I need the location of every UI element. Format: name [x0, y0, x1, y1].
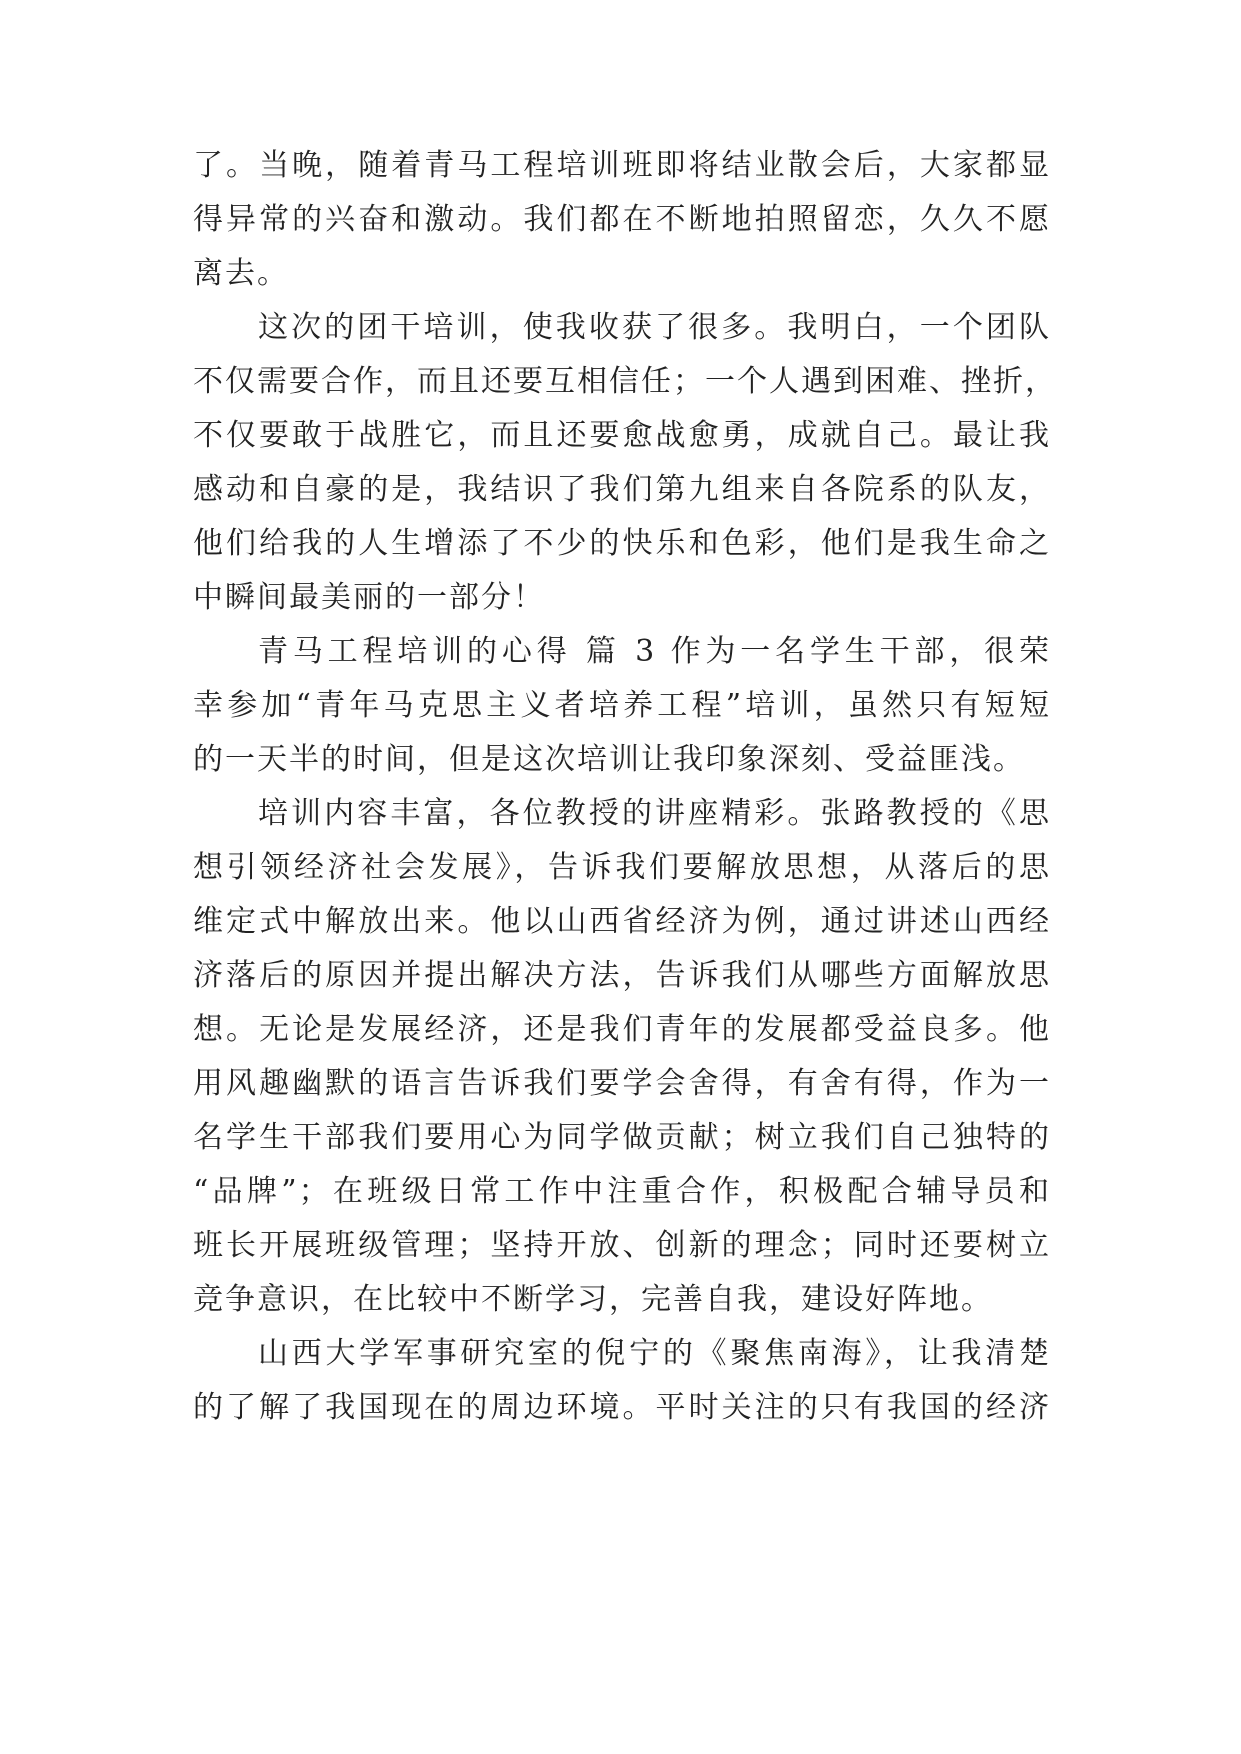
text-line: 不仅需要合作，而且还要互相信任；一个人遇到困难、挫折， — [193, 364, 1057, 399]
text-line: “品牌”；在班级日常工作中注重合作，积极配合辅导员和 — [193, 1174, 1051, 1209]
text-line: 感动和自豪的是，我结识了我们第九组来自各院系的队友， — [193, 472, 1051, 507]
paragraph-first-line: 这次的团干培训，使我收获了很多。我明白，一个团队 — [258, 310, 1051, 345]
text-line: 用风趣幽默的语言告诉我们要学会舍得，有舍有得，作为一 — [193, 1066, 1051, 1101]
text-line: 想引领经济社会发展》，告诉我们要解放思想，从落后的思 — [193, 850, 1051, 885]
text-line: 了。当晚，随着青马工程培训班即将结业散会后，大家都显 — [193, 148, 1051, 183]
text-line: 幸参加“青年马克思主义者培养工程”培训，虽然只有短短 — [193, 688, 1051, 723]
text-line: 想。无论是发展经济，还是我们青年的发展都受益良多。他 — [193, 1012, 1051, 1047]
text-line: 济落后的原因并提出解决方法，告诉我们从哪些方面解放思 — [193, 958, 1051, 993]
text-line: 维定式中解放出来。他以山西省经济为例，通过讲述山西经 — [193, 904, 1051, 939]
text-line: 中瞬间最美丽的一部分！ — [193, 580, 545, 615]
text-line: 名学生干部我们要用心为同学做贡献；树立我们自己独特的 — [193, 1120, 1051, 1155]
text-line: 竞争意识，在比较中不断学习，完善自我，建设好阵地。 — [193, 1282, 993, 1317]
paragraph-first-line: 培训内容丰富，各位教授的讲座精彩。张路教授的《思 — [258, 796, 1051, 831]
text-line: 的了解了我国现在的周边环境。平时关注的只有我国的经济 — [193, 1390, 1051, 1425]
section-heading-line: 青马工程培训的心得 篇 3 作为一名学生干部，很荣 — [258, 634, 1051, 669]
text-line: 班长开展班级管理；坚持开放、创新的理念；同时还要树立 — [193, 1228, 1051, 1263]
text-line: 不仅要敢于战胜它，而且还要愈战愈勇，成就自己。最让我 — [193, 418, 1051, 453]
text-line: 的一天半的时间，但是这次培训让我印象深刻、受益匪浅。 — [193, 742, 1025, 777]
text-line: 他们给我的人生增添了不少的快乐和色彩，他们是我生命之 — [193, 526, 1051, 561]
text-line: 得异常的兴奋和激动。我们都在不断地拍照留恋，久久不愿 — [193, 202, 1051, 237]
text-line: 离去。 — [193, 256, 289, 291]
paragraph-first-line: 山西大学军事研究室的倪宁的《聚焦南海》，让我清楚 — [258, 1336, 1051, 1371]
